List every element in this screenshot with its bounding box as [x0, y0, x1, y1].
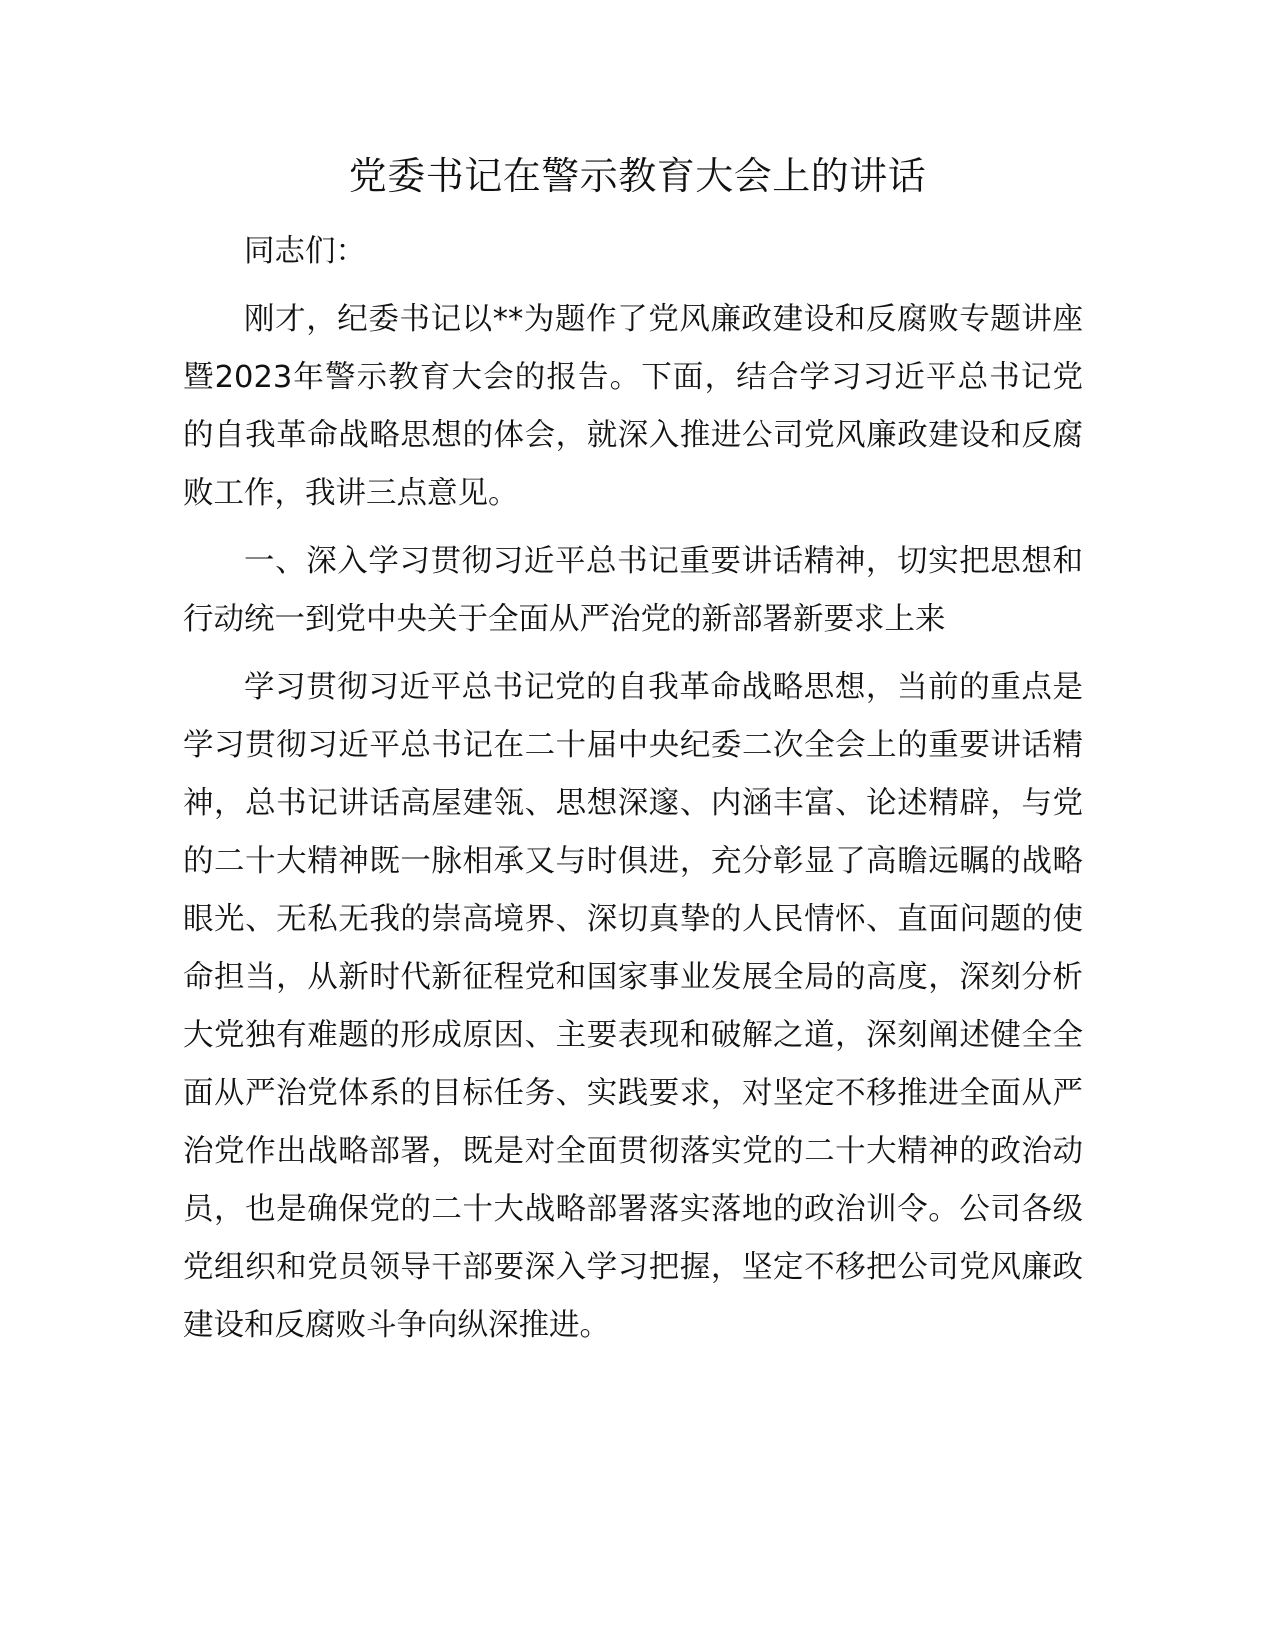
section-heading-1: 一、深入学习贯彻习近平总书记重要讲话精神，切实把思想和行动统一到党中央关于全面从严治党的新部署新要求上来	[183, 544, 1083, 637]
greeting: 同志们：	[244, 234, 366, 269]
document-title: 党委书记在警示教育大会上的讲话	[348, 154, 927, 198]
paragraph-intro: 刚才，纪委书记以**为题作了党风廉政建设和反腐败专题讲座暨2023年警示教育大会的报告。下面，结合学习习近平总书记党的自我革命战略思想的体会，就深入推进公司党风廉政建设和反腐败工作，我讲三点意见。	[183, 302, 1083, 511]
document-body	[183, 223, 1083, 1365]
paragraph-section-1: 学习贯彻习近平总书记党的自我革命战略思想，当前的重点是学习贯彻习近平总书记在二十届中央纪委二次全会上的重要讲话精神，总书记讲话高屋建瓴、思想深邃、内涵丰富、论述精辟，与党的二十大精神既一脉相承又与时俱进，充分彰显了高瞻远瞩的战略眼光、无私无我的崇高境界、深切真挚的人民情怀、直面问题的使命担当，从新时代新征程党和国家事业发展全局的高度，深刻分析大党独有难题的形成原因、主要表现和破解之道，深刻阐述健全全面从严治党体系的目标任务、实践要求，对坚定不移推进全面从严治党作出战略部署，既是对全面贯彻落实党的二十大精神的政治动员，也是确保党的二十大战略部署落实落地的政治训令。公司各级党组织和党员领导干部要深入学习把握，坚定不移把公司党风廉政建设和反腐败斗争向纵深推进。	[183, 670, 1083, 1343]
